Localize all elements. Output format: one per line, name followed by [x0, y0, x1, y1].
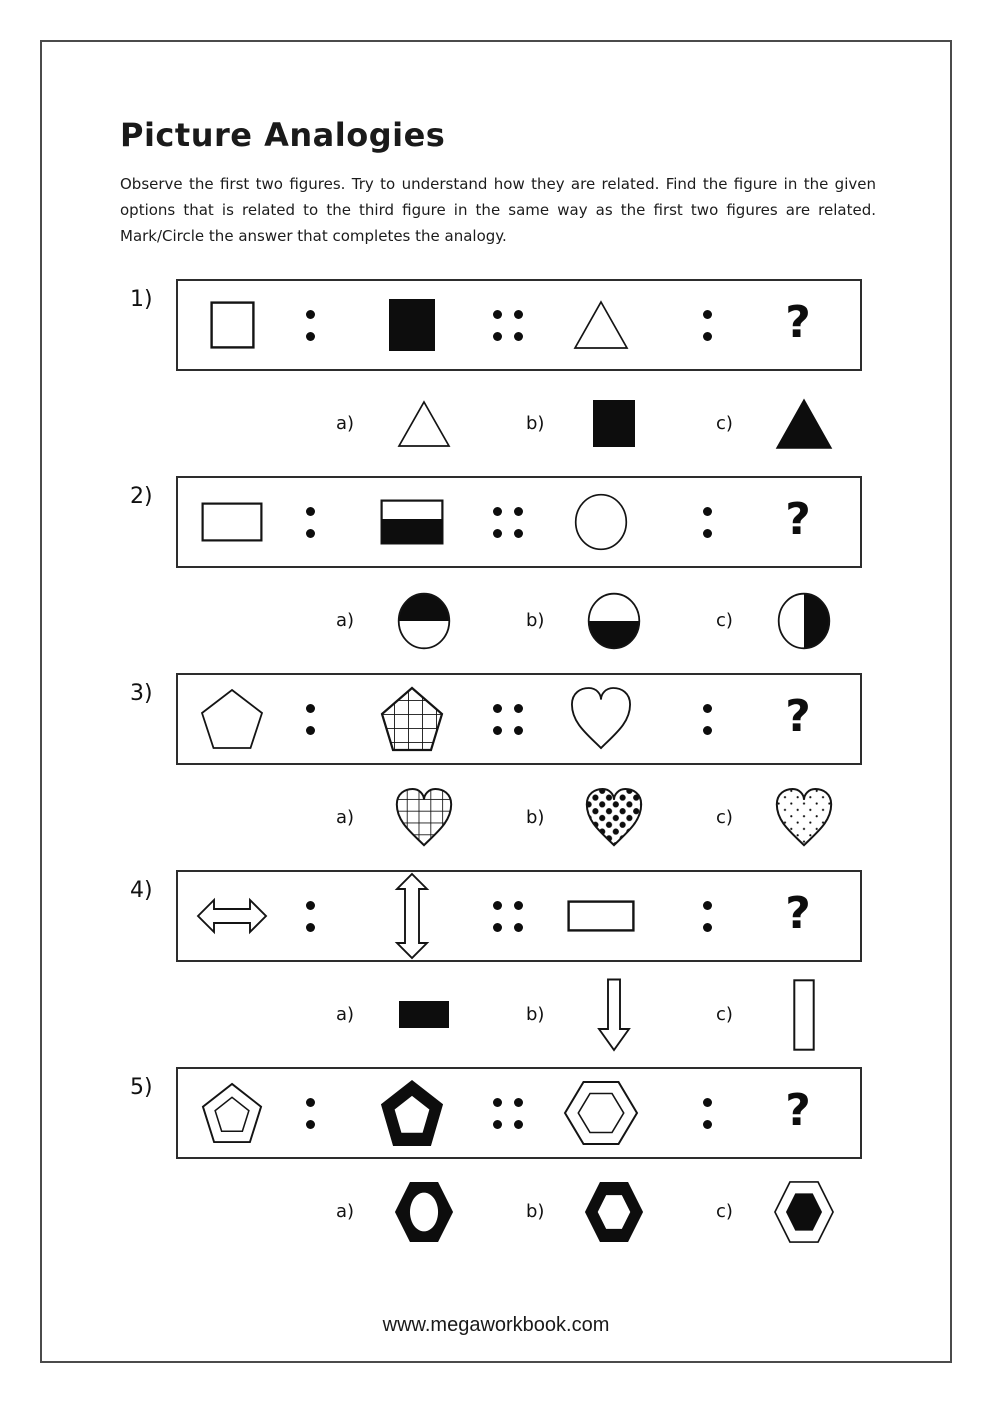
option-a[interactable]	[336, 592, 466, 650]
option-label: a)	[336, 413, 355, 435]
colon-separator-icon	[286, 507, 334, 538]
circle-top-half-filled-icon	[382, 592, 466, 650]
circle-bottom-half-filled-icon	[572, 592, 656, 650]
triangle-outline-icon	[382, 400, 466, 448]
question-mark: ?	[785, 690, 811, 742]
option-label: b)	[526, 610, 545, 632]
question-block-1	[130, 279, 950, 476]
option-a[interactable]	[336, 400, 466, 448]
footer-url: www.megaworkbook.com	[382, 1314, 610, 1336]
hexagon-thick-black-ring-icon	[572, 1180, 656, 1244]
question-block-5	[130, 1067, 950, 1264]
question-mark: ?	[785, 296, 811, 348]
option-label: c)	[716, 1201, 733, 1223]
option-b[interactable]	[526, 400, 656, 447]
page-title: Picture Analogies	[120, 116, 446, 154]
square-filled-icon	[334, 299, 490, 351]
heart-small-dots-pattern-icon	[762, 787, 846, 849]
question-number: 2)	[130, 484, 153, 510]
questions-list	[130, 279, 950, 1264]
option-label: a)	[336, 1004, 355, 1026]
option-label: b)	[526, 1004, 545, 1026]
hexagon-double-outline-icon	[526, 1080, 676, 1146]
option-label: b)	[526, 1201, 545, 1223]
option-b[interactable]	[526, 1180, 656, 1244]
colon-separator-icon	[286, 704, 334, 735]
option-a[interactable]	[336, 1180, 466, 1244]
heart-outline-icon	[526, 686, 676, 752]
double-arrow-vertical-icon	[334, 872, 490, 960]
pentagon-grid-pattern-icon	[334, 686, 490, 752]
option-label: a)	[336, 807, 355, 829]
question-number: 5)	[130, 1075, 153, 1101]
pentagon-double-outline-icon	[178, 1081, 286, 1145]
analogy-strip	[176, 476, 862, 568]
page-border-frame	[40, 40, 952, 1363]
colon-separator-icon	[286, 901, 334, 932]
analogy-strip	[176, 673, 862, 765]
double-colon-separator-icon	[490, 310, 526, 341]
rectangle-wide-outline-icon	[526, 900, 676, 932]
options-row	[336, 765, 950, 870]
option-label: c)	[716, 1004, 733, 1026]
double-colon-separator-icon	[490, 1098, 526, 1129]
question-mark: ?	[785, 887, 811, 939]
option-c[interactable]	[716, 398, 846, 450]
hexagon-black-with-circle-hole-icon	[382, 1180, 466, 1244]
rectangle-vertical-outline-icon	[762, 979, 846, 1051]
pentagon-thick-black-ring-icon	[334, 1078, 490, 1148]
colon-separator-icon	[286, 1098, 334, 1129]
option-label: c)	[716, 610, 733, 632]
circle-right-half-filled-icon	[762, 592, 846, 650]
options-row	[336, 568, 950, 673]
colon-separator-icon	[676, 310, 738, 341]
pentagon-outline-icon	[178, 688, 286, 750]
options-row	[336, 371, 950, 476]
option-label: b)	[526, 807, 545, 829]
options-row	[336, 1159, 950, 1264]
rectangle-outline-icon	[178, 502, 286, 542]
square-filled-icon	[572, 400, 656, 447]
question-block-3	[130, 673, 950, 870]
option-c[interactable]	[716, 979, 846, 1051]
option-c[interactable]	[716, 787, 846, 849]
double-arrow-horizontal-icon	[178, 895, 286, 937]
triangle-outline-icon	[526, 300, 676, 350]
question-mark: ?	[785, 1084, 811, 1136]
colon-separator-icon	[676, 901, 738, 932]
option-c[interactable]	[716, 592, 846, 650]
double-colon-separator-icon	[490, 901, 526, 932]
circle-outline-icon	[526, 493, 676, 551]
instructions-text: Observe the first two figures. Try to understand how they are related. Find the figure in the given options that is related to the third figure in the same way as the first two figures are related. Mark/Circle the answer that completes the analogy.	[120, 175, 876, 245]
option-b[interactable]	[526, 592, 656, 650]
rectangle-filled-icon	[382, 1001, 466, 1028]
options-row	[336, 962, 950, 1067]
heart-large-dots-pattern-icon	[572, 787, 656, 849]
question-mark: ?	[785, 493, 811, 545]
option-label: c)	[716, 807, 733, 829]
option-label: a)	[336, 1201, 355, 1223]
rectangle-bottom-half-filled-icon	[334, 499, 490, 545]
question-number: 3)	[130, 681, 153, 707]
hexagon-outline-black-center-icon	[762, 1180, 846, 1244]
option-a[interactable]	[336, 787, 466, 849]
option-label: b)	[526, 413, 545, 435]
question-number: 4)	[130, 878, 153, 904]
triangle-filled-icon	[762, 398, 846, 450]
option-b[interactable]	[526, 978, 656, 1052]
option-label: c)	[716, 413, 733, 435]
analogy-strip	[176, 1067, 862, 1159]
colon-separator-icon	[676, 1098, 738, 1129]
double-colon-separator-icon	[490, 704, 526, 735]
colon-separator-icon	[286, 310, 334, 341]
square-outline-icon	[178, 301, 286, 349]
colon-separator-icon	[676, 507, 738, 538]
analogy-strip	[176, 279, 862, 371]
question-number: 1)	[130, 287, 153, 313]
question-block-4	[130, 870, 950, 1067]
colon-separator-icon	[676, 704, 738, 735]
question-block-2	[130, 476, 950, 673]
double-colon-separator-icon	[490, 507, 526, 538]
option-a[interactable]	[336, 1001, 466, 1028]
arrow-down-outline-icon	[572, 978, 656, 1052]
heart-grid-pattern-icon	[382, 787, 466, 849]
option-label: a)	[336, 610, 355, 632]
option-c[interactable]	[716, 1180, 846, 1244]
analogy-strip	[176, 870, 862, 962]
option-b[interactable]	[526, 787, 656, 849]
